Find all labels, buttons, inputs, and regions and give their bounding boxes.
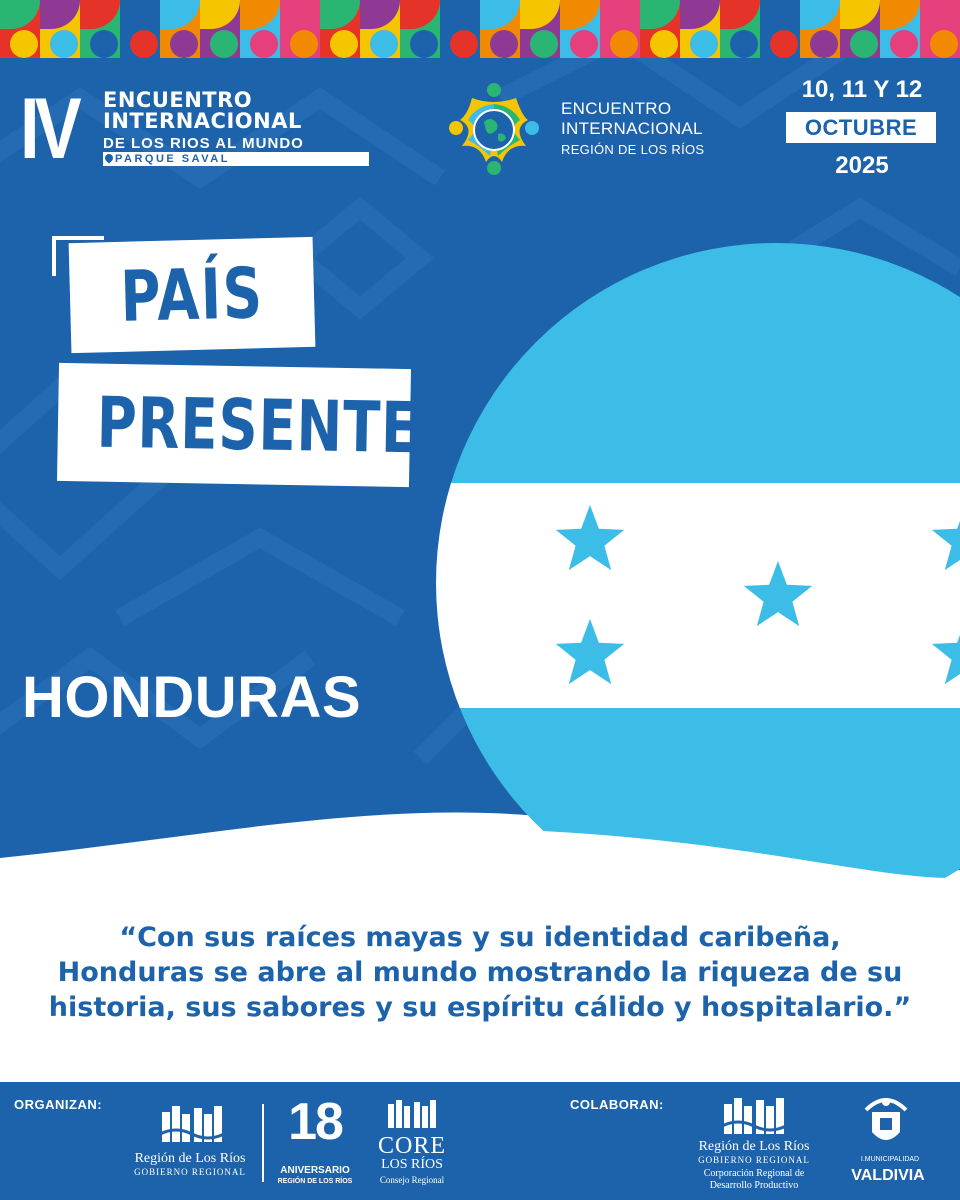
headline-sticker-1 <box>69 237 316 353</box>
band-tile <box>240 0 280 58</box>
location-pin-icon <box>103 152 114 163</box>
muni-name: VALDIVIA <box>851 1167 925 1184</box>
decorative-pattern-band <box>0 0 960 58</box>
organizan-label: ORGANIZAN: <box>14 1097 103 1112</box>
band-tile <box>800 0 840 58</box>
edition-numeral: IV <box>20 81 77 177</box>
band-tile <box>480 0 520 58</box>
band-tile <box>640 0 680 58</box>
quote-line3: historia, sus sabores y su espíritu cálido y hospitalario.” <box>48 992 912 1024</box>
headline-sticker-2 <box>57 363 420 487</box>
gore-sub: GOBIERNO REGIONAL <box>134 1167 246 1177</box>
band-tile <box>680 0 720 58</box>
colaboran-label: COLABORAN: <box>570 1097 664 1112</box>
event-title-line3: DE LOS RIOS AL MUNDO <box>103 135 304 152</box>
band-tile <box>360 0 400 58</box>
location-text: PARQUE SAVAL <box>115 153 230 165</box>
event-days: 10, 11 Y 12 <box>801 76 923 103</box>
core-sub: Consejo Regional <box>379 1175 445 1185</box>
band-tile <box>0 0 40 58</box>
corp-line1: Corporación Regional de <box>703 1168 805 1179</box>
gore-name: Región de Los Ríos <box>134 1151 246 1166</box>
event-year: 2025 <box>835 152 889 179</box>
valdivia-crest-icon <box>858 1092 914 1152</box>
quote-line1: “Con sus raíces mayas y su identidad caribeña, <box>119 922 841 953</box>
headline-word2: PRESENTE <box>96 381 420 470</box>
band-tile <box>840 0 880 58</box>
location-badge <box>103 152 369 166</box>
core-emblem-icon <box>386 1098 438 1132</box>
band-tile <box>200 0 240 58</box>
quote-line2: Honduras se abre al mundo mostrando la riqueza de su <box>57 957 903 989</box>
band-tile <box>760 0 800 58</box>
band-tile <box>560 0 600 58</box>
event-title-line1: ENCUENTRO <box>103 88 253 112</box>
band-tile <box>160 0 200 58</box>
event-title-line2: INTERNACIONAL <box>103 109 302 133</box>
band-tile <box>40 0 80 58</box>
event-month: OCTUBRE <box>786 112 936 143</box>
footer <box>0 1082 960 1200</box>
corp-line2: Desarrollo Productivo <box>709 1180 799 1191</box>
center-title-line1: ENCUENTRO <box>561 99 672 118</box>
band-tile <box>280 0 320 58</box>
core-name: CORE <box>377 1133 446 1159</box>
anniversary-sub: REGIÓN DE LOS RÍOS <box>277 1178 353 1185</box>
band-tile <box>80 0 120 58</box>
band-tile <box>120 0 160 58</box>
band-tile <box>320 0 360 58</box>
footer-divider <box>262 1104 264 1182</box>
band-tile <box>400 0 440 58</box>
band-tile <box>880 0 920 58</box>
corp-sub: GOBIERNO REGIONAL <box>698 1155 810 1165</box>
anniversary-number: 18 <box>288 1093 342 1151</box>
center-title-line3: REGIÓN DE LOS RÍOS <box>561 142 705 157</box>
band-tile <box>440 0 480 58</box>
quote-block <box>0 920 960 1025</box>
wave-divider <box>0 820 960 920</box>
corp-name: Región de Los Ríos <box>698 1139 810 1154</box>
center-title-line2: INTERNACIONAL <box>561 119 703 138</box>
gore-emblem-icon <box>160 1104 224 1146</box>
muni-label: I.MUNICIPALIDAD <box>860 1156 920 1163</box>
band-tile <box>520 0 560 58</box>
band-tile <box>720 0 760 58</box>
corp-emblem-icon <box>722 1096 786 1138</box>
band-tile <box>920 0 960 58</box>
globe-people-logo <box>442 76 546 180</box>
core-region: LOS RÍOS <box>381 1157 443 1172</box>
headline-word1: PAÍS <box>119 252 265 338</box>
band-tile <box>600 0 640 58</box>
country-name: HONDURAS <box>22 665 362 730</box>
anniversary-label: ANIVERSARIO <box>280 1165 350 1176</box>
